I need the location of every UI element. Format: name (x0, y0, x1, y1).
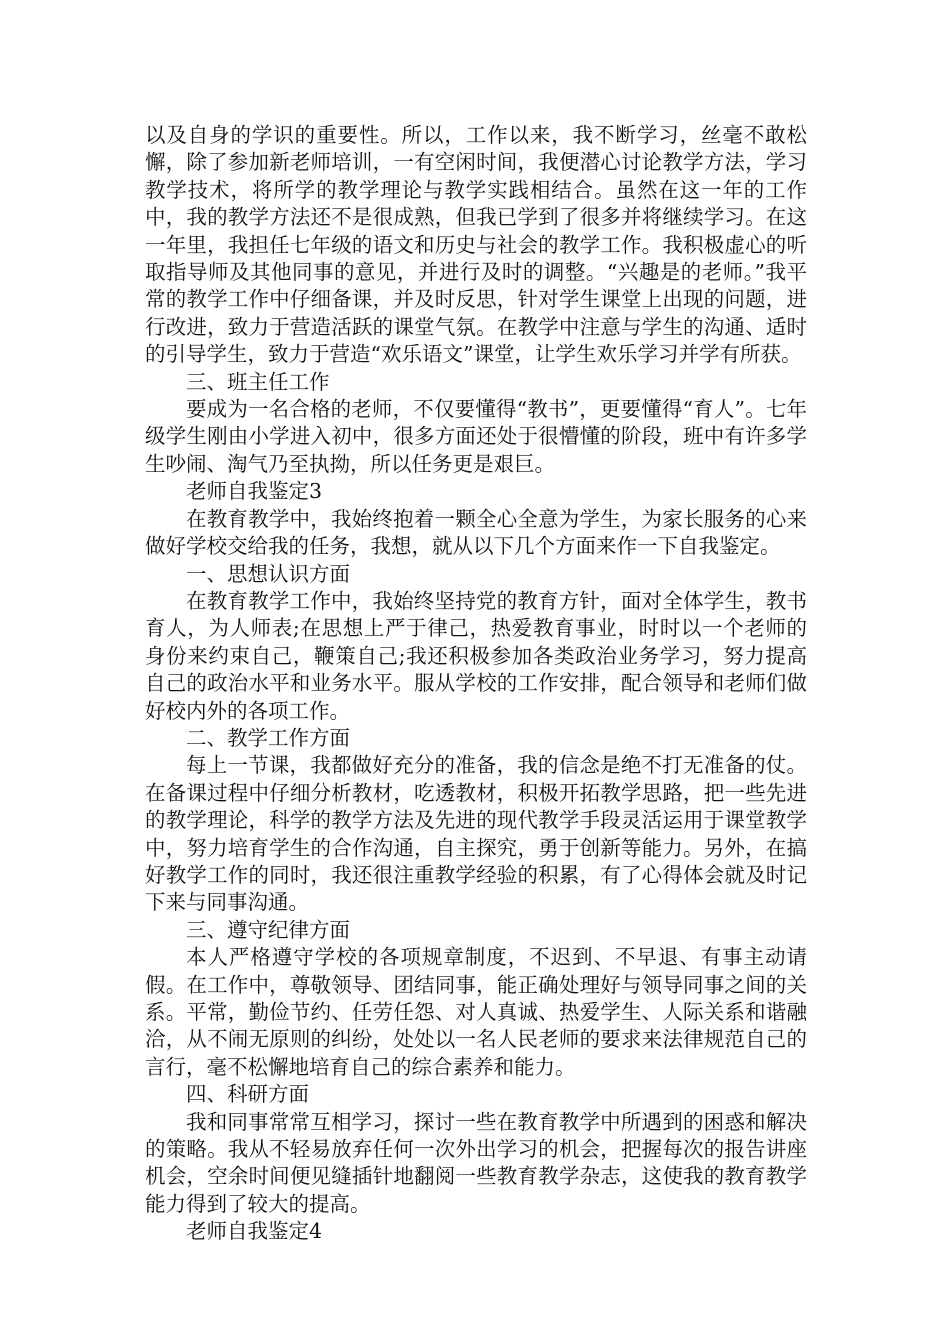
paragraph-2: 要成为一名合格的老师，不仅要懂得“教书”，更要懂得“育人”。七年级学生刚由小学进入初中，很多方面还处于很懵懂的阶段，班中有许多学生吵闹、淘气乃至执拗，所以任务更是艰巨。 (145, 397, 807, 476)
paragraph-4: 在教育教学工作中，我始终坚持党的教育方针，面对全体学生，教书育人，为人师表;在思想上严于律己，热爱教育事业，时时以一个老师的身份来约束自己，鞭策自己;我还积极参加各类政治业务学习，努力提高自己的政治水平和业务水平。服从学校的工作安排，配合领导和老师们做好校内外的各项工作。 (145, 588, 807, 723)
section-heading-sixiang: 一、思想认识方面 (186, 561, 350, 586)
section-heading-jilv: 三、遵守纪律方面 (186, 917, 350, 942)
paragraph-1: 以及自身的学识的重要性。所以，工作以来，我不断学习，丝毫不敢松懈，除了参加新老师培训，一有空闲时间，我便潜心讨论教学方法，学习教学技术，将所学的教学理论与教学实践相结合。虽然在这一年的工作中，我的教学方法还不是很成熟，但我已学到了很多并将继续学习。在这一年里，我担任七年级的语文和历史与社会的教学工作。我积极虚心的听取指导师及其他同事的意见，并进行及时的调整。“兴趣是的老师。”我平常的教学工作中仔细备课，并及时反思，针对学生课堂上出现的问题，进行改进，致力于营造活跃的课堂气氛。在教学中注意与学生的沟通、适时的引导学生，致力于营造“欢乐语文”课堂，让学生欢乐学习并学有所获。 (145, 123, 807, 367)
paragraph-5: 每上一节课，我都做好充分的准备，我的信念是绝不打无准备的仗。在备课过程中仔细分析教材，吃透教材，积极开拓教学思路，把一些先进的教学理论，科学的教学方法及先进的现代教学手段灵活运用于课堂教学中，努力培育学生的合作沟通，自主探究，勇于创新等能力。另外，在搞好教学工作的同时，我还很注重教学经验的积累，有了心得体会就及时记下来与同事沟通。 (145, 753, 807, 915)
document-title-3: 老师自我鉴定3 (186, 479, 323, 504)
paragraph-6: 本人严格遵守学校的各项规章制度，不迟到、不早退、有事主动请假。在工作中，尊敬领导、团结同事，能正确处理好与领导同事之间的关系。平常，勤俭节约、任劳任怨、对人真诚、热爱学生、人际关系和谐融洽，从不闹无原则的纠纷，处处以一名人民老师的要求来法律规范自己的言行，毫不松懈地培育自己的综合素养和能力。 (145, 945, 807, 1079)
section-heading-keyan: 四、科研方面 (186, 1082, 309, 1107)
section-heading-jiaoxue: 二、教学工作方面 (186, 725, 350, 750)
paragraph-3: 在教育教学中，我始终抱着一颗全心全意为学生，为家长服务的心来做好学校交给我的任务，我想，就从以下几个方面来作一下自我鉴定。 (145, 506, 807, 559)
section-heading-banzhuren: 三、班主任工作 (186, 369, 330, 394)
paragraph-7: 我和同事常常互相学习，探讨一些在教育教学中所遇到的困惑和解决的策略。我从不轻易放弃任何一次外出学习的机会，把握每次的报告讲座机会，空余时间便见缝插针地翻阅一些教育教学杂志，这使我的教育教学能力得到了较大的提高。 (145, 1109, 807, 1216)
document-page (145, 122, 807, 1246)
document-title-4: 老师自我鉴定4 (186, 1219, 323, 1244)
